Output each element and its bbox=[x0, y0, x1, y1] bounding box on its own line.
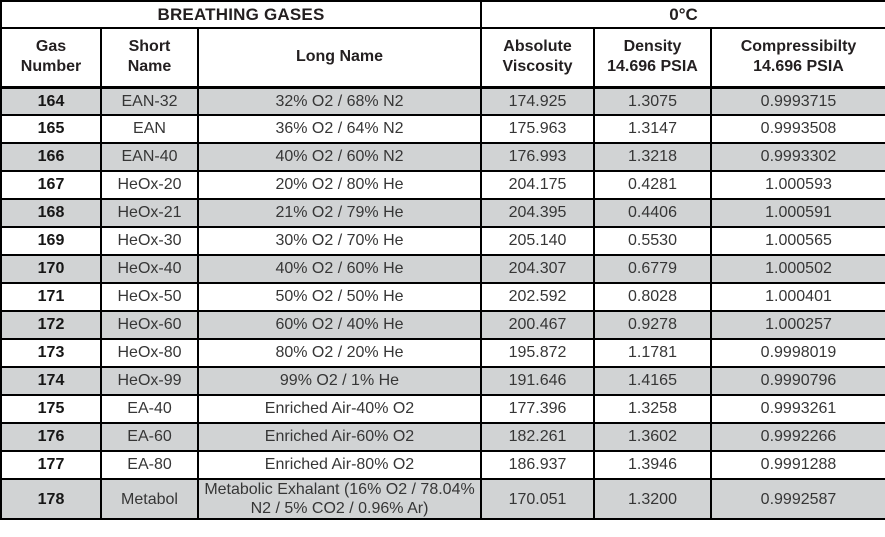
table-row bbox=[1, 367, 885, 395]
table-row bbox=[1, 311, 885, 339]
short-name-cell: EA-80 bbox=[101, 451, 198, 479]
density-cell: 0.6779 bbox=[594, 255, 711, 283]
absolute-viscosity-cell: 202.592 bbox=[481, 283, 594, 311]
compressibility-cell: 0.9991288 bbox=[711, 451, 885, 479]
short-name-cell: EAN-32 bbox=[101, 87, 198, 115]
short-name-cell: EAN bbox=[101, 115, 198, 143]
column-header-density bbox=[594, 28, 711, 87]
long-name-cell: 50% O2 / 50% He bbox=[198, 283, 481, 311]
short-name-cell: HeOx-20 bbox=[101, 171, 198, 199]
compressibility-cell: 0.9993261 bbox=[711, 395, 885, 423]
long-name-cell: 80% O2 / 20% He bbox=[198, 339, 481, 367]
density-cell: 1.4165 bbox=[594, 367, 711, 395]
density-cell: 1.3258 bbox=[594, 395, 711, 423]
column-header-gas-number bbox=[1, 28, 101, 87]
column-header-label: 14.696 PSIA bbox=[607, 58, 698, 76]
column-header-compressibility bbox=[711, 28, 885, 87]
column-header-label: Compressibilty bbox=[740, 38, 857, 56]
short-name-cell: EA-40 bbox=[101, 395, 198, 423]
long-name-cell: 21% O2 / 79% He bbox=[198, 199, 481, 227]
density-cell: 0.4406 bbox=[594, 199, 711, 227]
column-header-long-name bbox=[198, 28, 481, 87]
gas-number-cell: 174 bbox=[1, 367, 101, 395]
compressibility-cell: 0.9992266 bbox=[711, 423, 885, 451]
column-header-label: Viscosity bbox=[502, 58, 573, 76]
density-cell: 1.3075 bbox=[594, 87, 711, 115]
long-name-cell: 20% O2 / 80% He bbox=[198, 171, 481, 199]
gas-number-cell: 171 bbox=[1, 283, 101, 311]
long-name-cell: 30% O2 / 70% He bbox=[198, 227, 481, 255]
density-cell: 1.3218 bbox=[594, 143, 711, 171]
compressibility-cell: 1.000593 bbox=[711, 171, 885, 199]
short-name-cell: HeOx-21 bbox=[101, 199, 198, 227]
compressibility-cell: 1.000591 bbox=[711, 199, 885, 227]
gas-number-cell: 173 bbox=[1, 339, 101, 367]
compressibility-cell: 0.9998019 bbox=[711, 339, 885, 367]
compressibility-cell: 1.000565 bbox=[711, 227, 885, 255]
column-header-label: Density bbox=[623, 38, 682, 56]
absolute-viscosity-cell: 174.925 bbox=[481, 87, 594, 115]
compressibility-cell: 0.9993302 bbox=[711, 143, 885, 171]
short-name-cell: HeOx-50 bbox=[101, 283, 198, 311]
gas-number-cell: 170 bbox=[1, 255, 101, 283]
compressibility-cell: 1.000401 bbox=[711, 283, 885, 311]
table-row bbox=[1, 143, 885, 171]
gas-number-cell: 172 bbox=[1, 311, 101, 339]
compressibility-cell: 0.9990796 bbox=[711, 367, 885, 395]
gas-number-cell: 167 bbox=[1, 171, 101, 199]
column-header-absolute-viscosity bbox=[481, 28, 594, 87]
short-name-cell: EAN-40 bbox=[101, 143, 198, 171]
long-name-cell: Metabolic Exhalant (16% O2 / 78.04% N2 / 5% CO2 / 0.96% Ar) bbox=[198, 479, 481, 519]
compressibility-cell: 0.9993715 bbox=[711, 87, 885, 115]
short-name-cell: HeOx-60 bbox=[101, 311, 198, 339]
density-cell: 0.9278 bbox=[594, 311, 711, 339]
absolute-viscosity-cell: 204.175 bbox=[481, 171, 594, 199]
density-cell: 0.5530 bbox=[594, 227, 711, 255]
absolute-viscosity-cell: 200.467 bbox=[481, 311, 594, 339]
short-name-cell: HeOx-80 bbox=[101, 339, 198, 367]
density-cell: 1.3147 bbox=[594, 115, 711, 143]
long-name-cell: Enriched Air-40% O2 bbox=[198, 395, 481, 423]
absolute-viscosity-cell: 176.993 bbox=[481, 143, 594, 171]
short-name-cell: Metabol bbox=[101, 479, 198, 519]
gas-number-cell: 175 bbox=[1, 395, 101, 423]
absolute-viscosity-cell: 182.261 bbox=[481, 423, 594, 451]
density-cell: 0.4281 bbox=[594, 171, 711, 199]
column-header-label: Short bbox=[128, 38, 171, 56]
column-header-label: Gas bbox=[35, 38, 67, 56]
short-name-cell: HeOx-40 bbox=[101, 255, 198, 283]
table-row bbox=[1, 255, 885, 283]
absolute-viscosity-cell: 195.872 bbox=[481, 339, 594, 367]
density-cell: 1.1781 bbox=[594, 339, 711, 367]
gas-number-cell: 176 bbox=[1, 423, 101, 451]
table-body bbox=[1, 87, 885, 519]
absolute-viscosity-cell: 191.646 bbox=[481, 367, 594, 395]
compressibility-cell: 0.9993508 bbox=[711, 115, 885, 143]
gas-number-cell: 166 bbox=[1, 143, 101, 171]
column-header-label: Long Name bbox=[295, 48, 384, 66]
column-header-label: 14.696 PSIA bbox=[753, 58, 844, 76]
table-row bbox=[1, 339, 885, 367]
long-name-cell: Enriched Air-60% O2 bbox=[198, 423, 481, 451]
gas-number-cell: 165 bbox=[1, 115, 101, 143]
gas-number-cell: 168 bbox=[1, 199, 101, 227]
absolute-viscosity-cell: 204.395 bbox=[481, 199, 594, 227]
absolute-viscosity-cell: 186.937 bbox=[481, 451, 594, 479]
absolute-viscosity-cell: 205.140 bbox=[481, 227, 594, 255]
table-row bbox=[1, 227, 885, 255]
short-name-cell: HeOx-99 bbox=[101, 367, 198, 395]
absolute-viscosity-cell: 175.963 bbox=[481, 115, 594, 143]
long-name-cell: Enriched Air-80% O2 bbox=[198, 451, 481, 479]
temperature-header: 0°C bbox=[481, 1, 885, 28]
table-title: BREATHING GASES bbox=[1, 1, 481, 28]
absolute-viscosity-cell: 204.307 bbox=[481, 255, 594, 283]
gas-number-cell: 164 bbox=[1, 87, 101, 115]
density-cell: 1.3602 bbox=[594, 423, 711, 451]
long-name-cell: 32% O2 / 68% N2 bbox=[198, 87, 481, 115]
table-row bbox=[1, 87, 885, 115]
column-header-short-name bbox=[101, 28, 198, 87]
column-header-label: Name bbox=[127, 58, 172, 76]
long-name-cell: 60% O2 / 40% He bbox=[198, 311, 481, 339]
long-name-cell: 36% O2 / 64% N2 bbox=[198, 115, 481, 143]
table-header bbox=[1, 1, 885, 87]
title-row bbox=[1, 1, 885, 28]
gas-number-cell: 169 bbox=[1, 227, 101, 255]
density-cell: 1.3946 bbox=[594, 451, 711, 479]
gas-number-cell: 177 bbox=[1, 451, 101, 479]
compressibility-cell: 0.9992587 bbox=[711, 479, 885, 519]
column-header-label: Number bbox=[20, 58, 82, 76]
table-row bbox=[1, 423, 885, 451]
short-name-cell: HeOx-30 bbox=[101, 227, 198, 255]
long-name-cell: 40% O2 / 60% He bbox=[198, 255, 481, 283]
table-row bbox=[1, 115, 885, 143]
column-header-label: Absolute bbox=[503, 38, 572, 56]
density-cell: 1.3200 bbox=[594, 479, 711, 519]
table-row bbox=[1, 199, 885, 227]
table-row bbox=[1, 395, 885, 423]
table-row bbox=[1, 451, 885, 479]
table-row bbox=[1, 283, 885, 311]
compressibility-cell: 1.000257 bbox=[711, 311, 885, 339]
long-name-cell: 40% O2 / 60% N2 bbox=[198, 143, 481, 171]
absolute-viscosity-cell: 177.396 bbox=[481, 395, 594, 423]
short-name-cell: EA-60 bbox=[101, 423, 198, 451]
density-cell: 0.8028 bbox=[594, 283, 711, 311]
table-row bbox=[1, 171, 885, 199]
table-row bbox=[1, 479, 885, 519]
compressibility-cell: 1.000502 bbox=[711, 255, 885, 283]
column-header-row bbox=[1, 28, 885, 87]
long-name-cell: 99% O2 / 1% He bbox=[198, 367, 481, 395]
absolute-viscosity-cell: 170.051 bbox=[481, 479, 594, 519]
gas-number-cell: 178 bbox=[1, 479, 101, 519]
